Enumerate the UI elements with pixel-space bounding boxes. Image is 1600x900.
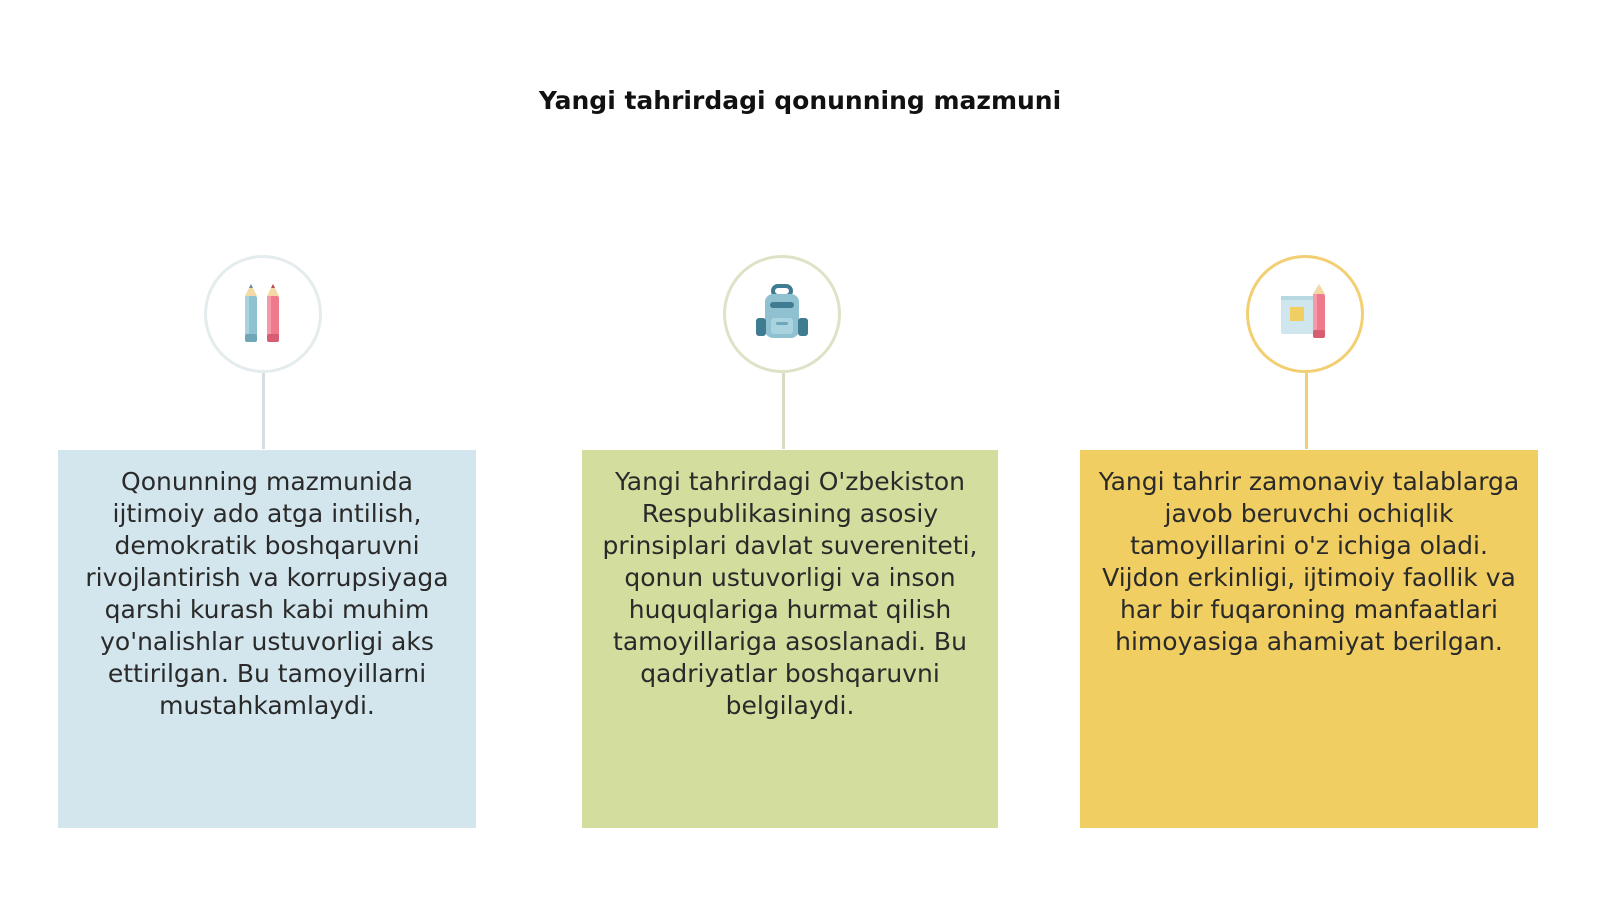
card-1: [58, 450, 476, 828]
page-title: Yangi tahrirdagi qonunning mazmuni: [538, 86, 1062, 115]
notebook-pencil-icon: [1275, 284, 1335, 344]
connector-2: [782, 373, 785, 449]
icon-circle-2: [723, 255, 841, 373]
card-3: [1080, 450, 1538, 828]
card-2: [582, 450, 998, 828]
icon-circle-1: [204, 255, 322, 373]
card-3-text: Yangi tahrir zamonaviy talablarga javob beruvchi ochiqlik tamoyillarini o'z ichiga oladi. Vijdon erkinligi, ijtimoiy faollik va har bir fuqaroning manfaatlari himoyasiga ahamiyat berilgan.: [1098, 467, 1520, 656]
card-1-text: Qonunning mazmunida ijtimoiy ado atga intilish, demokratik boshqaruvni rivojlantirish va korrupsiyaga qarshi kurash kabi muhim yo'nalishlar ustuvorligi aks ettirilgan. Bu tamoyillarni mustahkamlaydi.: [85, 467, 449, 720]
backpack-icon: [752, 284, 812, 344]
connector-3: [1305, 373, 1308, 449]
icon-circle-3: [1246, 255, 1364, 373]
card-2-text: Yangi tahrirdagi O'zbekiston Respublikasining asosiy prinsiplari davlat suvereniteti, qonun ustuvorligi va inson huquqlariga hurmat qilish tamoyillariga asoslanadi. Bu qadriyatlar boshqaruvni belgilaydi.: [602, 467, 978, 720]
connector-1: [262, 373, 265, 449]
pencils-icon: [235, 282, 291, 346]
